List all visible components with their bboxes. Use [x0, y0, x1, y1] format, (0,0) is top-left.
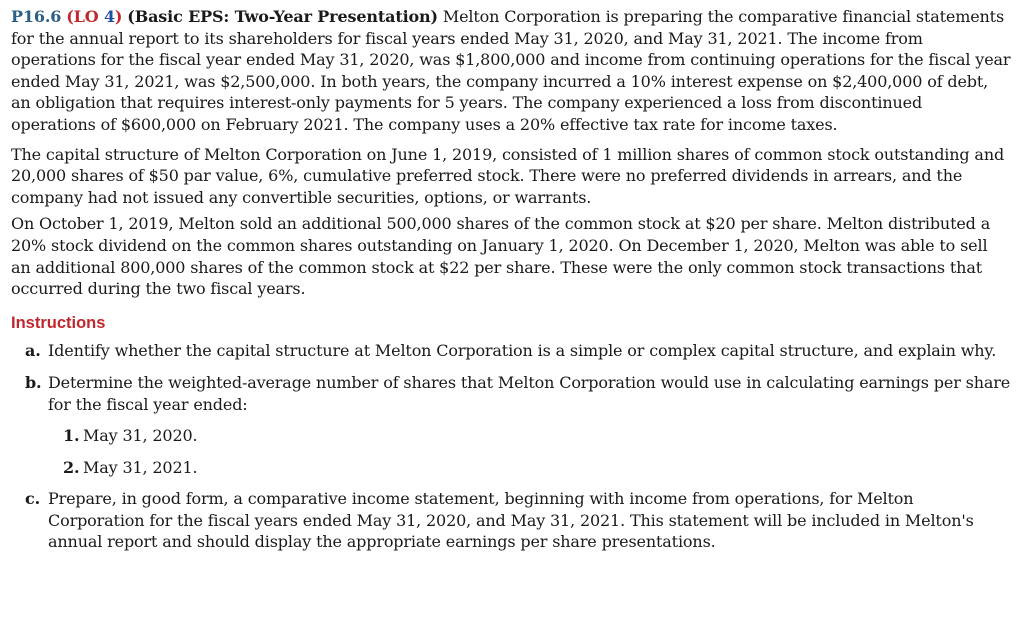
learning-objective-link[interactable]: 4: [103, 7, 115, 26]
item-letter: a.: [25, 341, 41, 361]
subitem-number: 1.: [63, 426, 80, 446]
problem-text-1: Melton Corporation is preparing the comparative financial statements for the annual report to its shareholders for fiscal years ended May 31, 2020, and May 31, 2021. The income from operations for the fiscal year ended May 31, 2020, was $1,800,000 and income from continuing operations for the fiscal year ended May 31, 2021, was $2,500,000. In both years, the company incurred a 10% interest expense on $2,400,000 of debt, an obligation that requires interest-only payments for 5 years. The company experienced a loss from discontinued operations of $600,000 on February 2021. The company uses a 20% effective tax rate for income taxes.: [11, 7, 1011, 134]
instructions-heading: Instructions: [11, 313, 106, 332]
lo-close: ): [114, 7, 123, 26]
problem-paragraph-3: On October 1, 2019, Melton sold an additional 500,000 shares of the common stock at $20 per share. Melton distributed a 20% stock dividend on the common shares outstanding on January 1, 2020. On December 1, 2020, Melton was able to sell an additional 800,000 shares of the common stock at $22 per share. These were the only common stock transactions that occurred during the two fiscal years.: [11, 214, 991, 299]
instruction-item-b: [11, 372, 1011, 415]
instruction-item-a: [11, 340, 1011, 362]
problem-number: P16.6: [11, 7, 62, 26]
instruction-item-c: [11, 488, 1011, 553]
problem-paragraph-2: The capital structure of Melton Corporation on June 1, 2019, consisted of 1 million shares of common stock outstanding and 20,000 shares of $50 par value, 6%, cumulative preferred stock. There were no preferred dividends in arrears, and the company had not issued any convertible securities, options, or warrants.: [11, 144, 1005, 207]
subitem-text: May 31, 2021.: [83, 457, 198, 477]
item-letter: c.: [25, 489, 41, 509]
subitem-text: May 31, 2020.: [83, 426, 198, 446]
problem-document: [11, 6, 1011, 563]
item-letter: b.: [25, 372, 42, 392]
problem-title: (Basic EPS: Two-Year Presentation): [127, 7, 438, 26]
instruction-subitem-b2: [11, 457, 1011, 479]
item-text: Determine the weighted-average number of shares that Melton Corporation would use in calculating earnings per share for the fiscal year ended:: [48, 372, 1011, 414]
problem-paragraph-1: [11, 6, 1011, 136]
item-text: Prepare, in good form, a comparative income statement, beginning with income from operations, for Melton Corporation for the fiscal years ended May 31, 2020, and May 31, 2021. This statement will be included in Melton's annual report and should display the appropriate earnings per share presentations.: [48, 489, 974, 552]
subitem-number: 2.: [63, 457, 80, 477]
instruction-subitem-b1: [11, 425, 1011, 447]
item-text: Identify whether the capital structure at Melton Corporation is a simple or complex capital structure, and explain why.: [48, 341, 997, 361]
lo-open: (LO: [66, 7, 104, 26]
learning-objective: [66, 7, 122, 26]
